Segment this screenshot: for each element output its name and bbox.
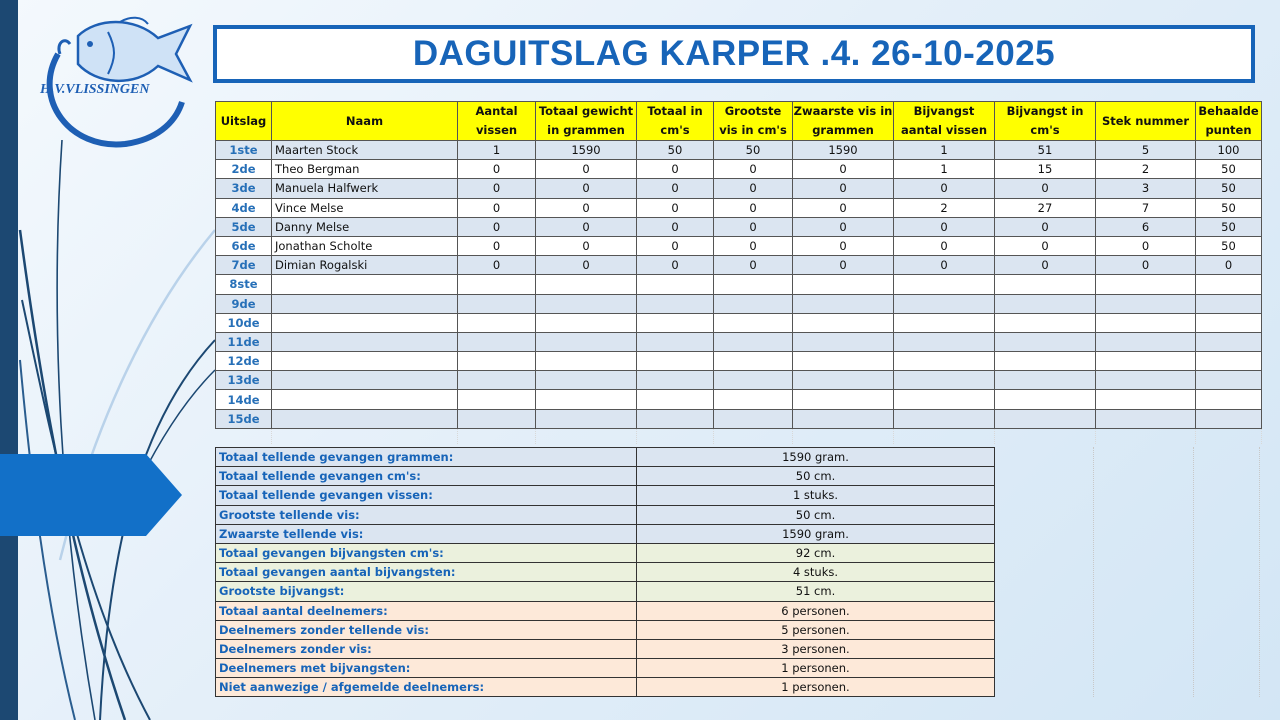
cell-bij-aantal: 0	[894, 236, 995, 255]
result-row	[216, 179, 1262, 198]
result-row	[216, 313, 1262, 332]
cell-rank: 3de	[216, 179, 272, 198]
summary-value: 1 stuks.	[637, 486, 995, 505]
cell-totaal-cm: 0	[637, 256, 714, 275]
cell-stek: 0	[1096, 236, 1196, 255]
cell-name: Maarten Stock	[272, 141, 458, 160]
cell-stek	[1096, 294, 1196, 313]
cell-stek: 5	[1096, 141, 1196, 160]
result-row	[216, 294, 1262, 313]
cell-bij-cm	[995, 371, 1096, 390]
cell-punten	[1196, 390, 1262, 409]
cell-zwaarste	[793, 352, 894, 371]
summary-label: Grootste bijvangst:	[216, 582, 637, 601]
cell-punten: 50	[1196, 236, 1262, 255]
cell-totaal-cm: 0	[637, 160, 714, 179]
cell-gewicht	[536, 275, 637, 294]
summary-label: Totaal tellende gevangen grammen:	[216, 448, 637, 467]
cell-punten	[1196, 275, 1262, 294]
cell-totaal-cm	[637, 390, 714, 409]
cell-bij-cm: 27	[995, 198, 1096, 217]
cell-aantal: 0	[458, 160, 536, 179]
cell-zwaarste: 0	[793, 160, 894, 179]
summary-label: Deelnemers zonder tellende vis:	[216, 620, 637, 639]
summary-row	[216, 486, 995, 505]
cell-punten	[1196, 371, 1262, 390]
cell-bij-aantal: 1	[894, 160, 995, 179]
blank-cell	[536, 428, 637, 444]
cell-grootste	[714, 275, 793, 294]
summary-value: 5 personen.	[637, 620, 995, 639]
summary-row	[216, 448, 995, 467]
cell-zwaarste: 1590	[793, 141, 894, 160]
cell-name	[272, 409, 458, 428]
cell-stek: 2	[1096, 160, 1196, 179]
cell-gewicht: 0	[536, 179, 637, 198]
cell-bij-aantal: 0	[894, 256, 995, 275]
cell-rank: 15de	[216, 409, 272, 428]
blank-cell	[714, 428, 793, 444]
cell-aantal: 0	[458, 198, 536, 217]
cell-bij-cm	[995, 313, 1096, 332]
cell-punten	[1196, 409, 1262, 428]
summary-value: 50 cm.	[637, 505, 995, 524]
cell-gewicht	[536, 332, 637, 351]
cell-totaal-cm: 0	[637, 179, 714, 198]
cell-bij-aantal: 0	[894, 179, 995, 198]
result-row	[216, 160, 1262, 179]
header-stek-nummer: Stek nummer	[1096, 102, 1196, 141]
cell-rank: 8ste	[216, 275, 272, 294]
cell-bij-cm	[995, 352, 1096, 371]
cell-name	[272, 275, 458, 294]
cell-bij-cm	[995, 294, 1096, 313]
cell-bij-cm: 0	[995, 236, 1096, 255]
cell-aantal	[458, 332, 536, 351]
blank-cell	[458, 428, 536, 444]
cell-punten: 50	[1196, 217, 1262, 236]
cell-stek	[1096, 275, 1196, 294]
result-row	[216, 371, 1262, 390]
cell-rank: 13de	[216, 371, 272, 390]
cell-punten: 100	[1196, 141, 1262, 160]
cell-totaal-cm	[637, 409, 714, 428]
summary-label: Deelnemers met bijvangsten:	[216, 659, 637, 678]
results-table	[215, 101, 1262, 444]
cell-rank: 4de	[216, 198, 272, 217]
header-bijvangst-cm: Bijvangst in cm's	[995, 102, 1096, 141]
cell-zwaarste	[793, 371, 894, 390]
cell-bij-aantal: 1	[894, 141, 995, 160]
cell-stek: 7	[1096, 198, 1196, 217]
summary-value: 4 stuks.	[637, 563, 995, 582]
cell-totaal-cm	[637, 313, 714, 332]
cell-stek	[1096, 409, 1196, 428]
cell-grootste: 0	[714, 179, 793, 198]
cell-gewicht	[536, 313, 637, 332]
cell-punten	[1196, 294, 1262, 313]
cell-stek: 6	[1096, 217, 1196, 236]
cell-gewicht: 0	[536, 198, 637, 217]
cell-grootste: 0	[714, 236, 793, 255]
blank-cell	[272, 428, 458, 444]
cell-stek	[1096, 390, 1196, 409]
summary-label: Totaal aantal deelnemers:	[216, 601, 637, 620]
cell-bij-cm	[995, 332, 1096, 351]
cell-grootste: 0	[714, 217, 793, 236]
summary-row	[216, 505, 995, 524]
blank-cell	[793, 428, 894, 444]
cell-rank: 12de	[216, 352, 272, 371]
result-row	[216, 409, 1262, 428]
cell-name	[272, 390, 458, 409]
blank-row	[216, 428, 1262, 444]
result-row	[216, 141, 1262, 160]
cell-gewicht	[536, 390, 637, 409]
cell-zwaarste	[793, 294, 894, 313]
result-row	[216, 352, 1262, 371]
cell-bij-cm: 0	[995, 217, 1096, 236]
cell-totaal-cm	[637, 371, 714, 390]
cell-bij-cm	[995, 390, 1096, 409]
summary-row	[216, 639, 995, 658]
header-naam: Naam	[272, 102, 458, 141]
cell-name	[272, 332, 458, 351]
cell-stek: 0	[1096, 256, 1196, 275]
cell-rank: 5de	[216, 217, 272, 236]
logo-club-name: H.V.VLISSINGEN	[40, 82, 150, 97]
blank-cell	[1096, 428, 1196, 444]
summary-value: 50 cm.	[637, 467, 995, 486]
cell-rank: 1ste	[216, 141, 272, 160]
cell-zwaarste: 0	[793, 217, 894, 236]
result-row	[216, 217, 1262, 236]
cell-gewicht: 0	[536, 160, 637, 179]
cell-name: Jonathan Scholte	[272, 236, 458, 255]
cell-grootste: 50	[714, 141, 793, 160]
cell-name	[272, 313, 458, 332]
cell-zwaarste: 0	[793, 236, 894, 255]
cell-rank: 11de	[216, 332, 272, 351]
cell-totaal-cm	[637, 352, 714, 371]
header-grootste-vis: Grootste vis in cm's	[714, 102, 793, 141]
summary-row	[216, 601, 995, 620]
cell-bij-aantal	[894, 275, 995, 294]
cell-bij-cm: 15	[995, 160, 1096, 179]
cell-grootste	[714, 352, 793, 371]
cell-zwaarste	[793, 313, 894, 332]
summary-label: Grootste tellende vis:	[216, 505, 637, 524]
header-behaalde-punten: Behaalde punten	[1196, 102, 1262, 141]
summary-value: 1590 gram.	[637, 448, 995, 467]
cell-aantal	[458, 275, 536, 294]
cell-grootste	[714, 390, 793, 409]
cell-totaal-cm	[637, 332, 714, 351]
summary-row	[216, 678, 995, 697]
summary-row	[216, 582, 995, 601]
cell-aantal	[458, 294, 536, 313]
result-row	[216, 390, 1262, 409]
cell-zwaarste: 0	[793, 256, 894, 275]
cell-gewicht	[536, 371, 637, 390]
summary-label: Totaal tellende gevangen vissen:	[216, 486, 637, 505]
cell-rank: 6de	[216, 236, 272, 255]
result-row	[216, 275, 1262, 294]
cell-rank: 10de	[216, 313, 272, 332]
summary-label: Totaal gevangen bijvangsten cm's:	[216, 543, 637, 562]
cell-gewicht: 0	[536, 217, 637, 236]
cell-aantal: 1	[458, 141, 536, 160]
cell-gewicht	[536, 352, 637, 371]
cell-totaal-cm	[637, 275, 714, 294]
summary-label: Zwaarste tellende vis:	[216, 524, 637, 543]
summary-value: 3 personen.	[637, 639, 995, 658]
summary-row	[216, 563, 995, 582]
header-totaal-cm: Totaal in cm's	[637, 102, 714, 141]
result-row	[216, 332, 1262, 351]
blank-cell	[216, 428, 272, 444]
cell-zwaarste	[793, 390, 894, 409]
cell-name: Danny Melse	[272, 217, 458, 236]
summary-value: 51 cm.	[637, 582, 995, 601]
cell-name	[272, 371, 458, 390]
cell-stek	[1096, 352, 1196, 371]
cell-bij-aantal: 0	[894, 217, 995, 236]
cell-grootste	[714, 409, 793, 428]
cell-bij-aantal: 2	[894, 198, 995, 217]
cell-totaal-cm: 0	[637, 217, 714, 236]
cell-rank: 14de	[216, 390, 272, 409]
cell-bij-aantal	[894, 409, 995, 428]
blank-cell	[637, 428, 714, 444]
summary-value: 6 personen.	[637, 601, 995, 620]
cell-zwaarste	[793, 409, 894, 428]
results-header-row	[216, 102, 1262, 141]
cell-totaal-cm: 0	[637, 198, 714, 217]
cell-punten: 50	[1196, 198, 1262, 217]
cell-totaal-cm: 50	[637, 141, 714, 160]
cell-aantal	[458, 352, 536, 371]
summary-label: Niet aanwezige / afgemelde deelnemers:	[216, 678, 637, 697]
sheet-grid-extension	[993, 447, 1261, 697]
cell-bij-cm: 0	[995, 179, 1096, 198]
cell-zwaarste: 0	[793, 179, 894, 198]
cell-punten	[1196, 313, 1262, 332]
cell-stek	[1096, 332, 1196, 351]
cell-grootste	[714, 371, 793, 390]
cell-punten: 50	[1196, 160, 1262, 179]
cell-bij-aantal	[894, 313, 995, 332]
cell-gewicht: 1590	[536, 141, 637, 160]
cell-rank: 2de	[216, 160, 272, 179]
cell-zwaarste: 0	[793, 198, 894, 217]
cell-grootste	[714, 332, 793, 351]
header-uitslag: Uitslag	[216, 102, 272, 141]
cell-gewicht	[536, 294, 637, 313]
summary-value: 1590 gram.	[637, 524, 995, 543]
title-banner	[213, 25, 1255, 83]
cell-rank: 9de	[216, 294, 272, 313]
cell-aantal: 0	[458, 179, 536, 198]
cell-stek	[1096, 371, 1196, 390]
cell-bij-cm	[995, 409, 1096, 428]
cell-grootste	[714, 313, 793, 332]
cell-punten	[1196, 352, 1262, 371]
summary-value: 1 personen.	[637, 659, 995, 678]
result-row	[216, 236, 1262, 255]
cell-gewicht: 0	[536, 236, 637, 255]
summary-row	[216, 659, 995, 678]
summary-label: Totaal tellende gevangen cm's:	[216, 467, 637, 486]
cell-name: Theo Bergman	[272, 160, 458, 179]
header-zwaarste-vis: Zwaarste vis in grammen	[793, 102, 894, 141]
cell-name: Manuela Halfwerk	[272, 179, 458, 198]
cell-grootste: 0	[714, 198, 793, 217]
cell-bij-aantal	[894, 294, 995, 313]
summary-value: 92 cm.	[637, 543, 995, 562]
cell-bij-cm	[995, 275, 1096, 294]
cell-zwaarste	[793, 332, 894, 351]
summary-label: Totaal gevangen aantal bijvangsten:	[216, 563, 637, 582]
result-row	[216, 198, 1262, 217]
cell-name	[272, 294, 458, 313]
cell-bij-aantal	[894, 352, 995, 371]
cell-aantal	[458, 390, 536, 409]
cell-grootste	[714, 294, 793, 313]
cell-totaal-cm: 0	[637, 236, 714, 255]
cell-rank: 7de	[216, 256, 272, 275]
cell-name	[272, 352, 458, 371]
summary-row	[216, 543, 995, 562]
page-title: DAGUITSLAG KARPER .4. 26-10-2025	[412, 34, 1056, 73]
cell-grootste: 0	[714, 256, 793, 275]
cell-grootste: 0	[714, 160, 793, 179]
cell-totaal-cm	[637, 294, 714, 313]
cell-gewicht	[536, 409, 637, 428]
cell-aantal: 0	[458, 256, 536, 275]
blank-cell	[995, 428, 1096, 444]
club-logo	[30, 14, 200, 150]
cell-zwaarste	[793, 275, 894, 294]
cell-punten: 50	[1196, 179, 1262, 198]
cell-stek	[1096, 313, 1196, 332]
blank-cell	[1196, 428, 1262, 444]
blank-cell	[894, 428, 995, 444]
cell-bij-cm: 51	[995, 141, 1096, 160]
summary-table	[215, 447, 995, 697]
cell-bij-cm: 0	[995, 256, 1096, 275]
cell-bij-aantal	[894, 332, 995, 351]
summary-label: Deelnemers zonder vis:	[216, 639, 637, 658]
summary-value: 1 personen.	[637, 678, 995, 697]
cell-aantal: 0	[458, 236, 536, 255]
summary-row	[216, 620, 995, 639]
cell-aantal	[458, 371, 536, 390]
cell-aantal	[458, 313, 536, 332]
header-aantal-vissen: Aantal vissen	[458, 102, 536, 141]
cell-aantal: 0	[458, 217, 536, 236]
decorative-arrow	[0, 454, 182, 536]
cell-name: Dimian Rogalski	[272, 256, 458, 275]
cell-punten	[1196, 332, 1262, 351]
cell-aantal	[458, 409, 536, 428]
header-bijvangst-aantal: Bijvangst aantal vissen	[894, 102, 995, 141]
header-totaal-gewicht: Totaal gewicht in grammen	[536, 102, 637, 141]
cell-gewicht: 0	[536, 256, 637, 275]
summary-row	[216, 467, 995, 486]
cell-name: Vince Melse	[272, 198, 458, 217]
cell-stek: 3	[1096, 179, 1196, 198]
summary-row	[216, 524, 995, 543]
cell-punten: 0	[1196, 256, 1262, 275]
result-row	[216, 256, 1262, 275]
cell-bij-aantal	[894, 371, 995, 390]
cell-bij-aantal	[894, 390, 995, 409]
